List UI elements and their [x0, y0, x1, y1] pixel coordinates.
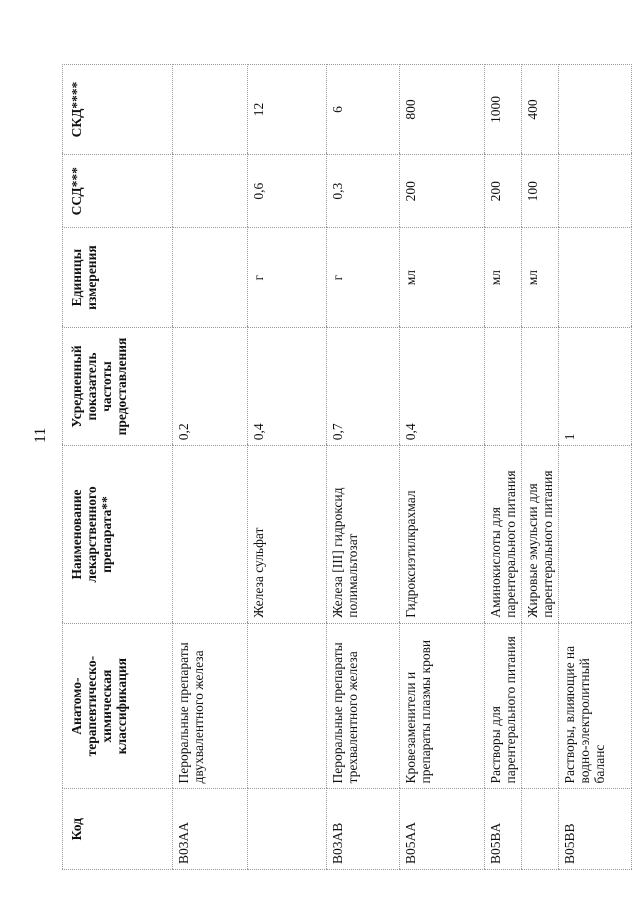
cell-frequency: [485, 327, 522, 445]
cell-skd: 12: [248, 65, 327, 155]
cell-ssd: 200: [400, 155, 485, 228]
cell-skd: [173, 65, 248, 155]
page-number: 11: [32, 427, 49, 443]
cell-name: Жировые эмульсии для парентерального питания: [522, 446, 559, 624]
cell-atc: [248, 623, 327, 789]
table-row: [559, 65, 632, 870]
cell-unit: мл: [400, 228, 485, 327]
table-row: [522, 65, 559, 870]
cell-frequency: 0,2: [173, 327, 248, 445]
cell-unit: [559, 228, 632, 327]
cell-skd: 400: [522, 65, 559, 155]
cell-ssd: 0,3: [327, 155, 400, 228]
header-unit: Единицы измерения: [63, 228, 173, 327]
cell-code: B05BB: [559, 789, 632, 870]
table-row: [485, 65, 522, 870]
cell-frequency: 1: [559, 327, 632, 445]
header-frequency: Усредненный показатель частоты предоставления: [63, 327, 173, 445]
cell-skd: 800: [400, 65, 485, 155]
cell-atc: Кровезаменители и препараты плазмы крови: [400, 623, 485, 789]
cell-atc: Пероральные препараты двухвалентного железа: [173, 623, 248, 789]
cell-code: B05BA: [485, 789, 522, 870]
cell-code: [248, 789, 327, 870]
cell-skd: [559, 65, 632, 155]
cell-frequency: 0,4: [400, 327, 485, 445]
header-name: Наименование лекарственного препарата**: [63, 446, 173, 624]
cell-atc: Растворы, влияющие на водно-электролитный баланс: [559, 623, 632, 789]
table-row: [173, 65, 248, 870]
cell-frequency: 0,7: [327, 327, 400, 445]
table-header-row: [63, 65, 173, 870]
cell-unit: г: [248, 228, 327, 327]
cell-name: Гидроксиэтилкрахмал: [400, 446, 485, 624]
cell-frequency: 0,4: [248, 327, 327, 445]
cell-frequency: [522, 327, 559, 445]
cell-ssd: [559, 155, 632, 228]
cell-name: Аминокислоты для парентерального питания: [485, 446, 522, 624]
header-code: Код: [63, 789, 173, 870]
cell-atc: Растворы для парентерального питания: [485, 623, 522, 789]
drug-table: [62, 64, 632, 870]
cell-atc: [522, 623, 559, 789]
cell-ssd: 200: [485, 155, 522, 228]
header-ssd: ССД***: [63, 155, 173, 228]
cell-unit: г: [327, 228, 400, 327]
cell-name: [559, 446, 632, 624]
cell-ssd: [173, 155, 248, 228]
cell-code: B03AA: [173, 789, 248, 870]
rotated-table-container: [62, 64, 622, 870]
table-row: [327, 65, 400, 870]
table-row: [400, 65, 485, 870]
cell-unit: [173, 228, 248, 327]
cell-name: Железа сульфат: [248, 446, 327, 624]
table-row: [248, 65, 327, 870]
cell-name: [173, 446, 248, 624]
cell-unit: мл: [485, 228, 522, 327]
cell-skd: 1000: [485, 65, 522, 155]
cell-code: B05AA: [400, 789, 485, 870]
cell-code: [522, 789, 559, 870]
header-skd: СКД****: [63, 65, 173, 155]
cell-unit: мл: [522, 228, 559, 327]
cell-atc: Пероральные препараты трехвалентного железа: [327, 623, 400, 789]
cell-name: Железа [III] гидроксид полимальтозат: [327, 446, 400, 624]
header-atc: Анатомо-терапевтическо-химическая классификация: [63, 623, 173, 789]
cell-code: B03AB: [327, 789, 400, 870]
cell-ssd: 100: [522, 155, 559, 228]
cell-ssd: 0,6: [248, 155, 327, 228]
cell-skd: 6: [327, 65, 400, 155]
